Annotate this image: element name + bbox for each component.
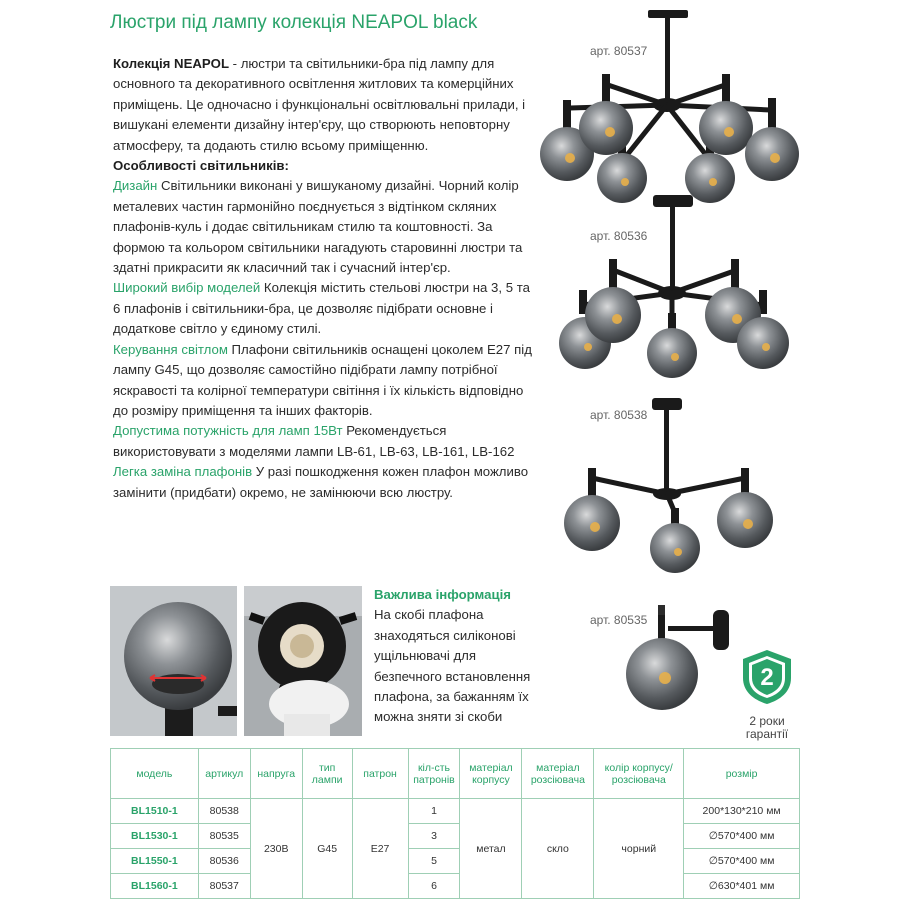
cell-size: ∅630*401 мм bbox=[684, 874, 800, 899]
feature-text-models: Колекція містить стельові люстри на 3, 5 та 6 плафонів і світильники-бра, це дозволяє підібрати основне і додаткове світло у єдиному стилі. bbox=[113, 280, 530, 337]
important-info-text: На скобі плафона знаходяться силіконові ущільнювачі для безпечного встановлення плафона, за бажанням їх можна зняти зі скоби bbox=[374, 607, 531, 725]
feature-text-replacement: У разі пошкодження кожен плафон можливо замінити (придбати) окремо, не замінюючи всю люстру. bbox=[113, 464, 529, 500]
feature-text-light-control: Плафони світильників оснащені цоколем Е27 під лампу G45, що дозволяє самостійно підібрати лампу потрібної яскравості та колірної температури світіння і їх кількість відповідно до розміру приміщення та інших факторів. bbox=[113, 341, 532, 418]
feature-label-design: Дизайн bbox=[113, 178, 158, 194]
cell-article: 80538 bbox=[198, 799, 250, 824]
feature-text-power: Рекомендується використовувати з моделями лампи LB-61, LB-63, LB-161, LB-162 bbox=[113, 423, 515, 459]
shield-icon bbox=[739, 648, 795, 706]
warranty-text: 2 роки гарантії bbox=[745, 714, 789, 741]
cell-socket-count: 3 bbox=[408, 824, 460, 849]
chandelier-80538-image bbox=[560, 398, 790, 583]
photo-glass-globe bbox=[110, 586, 237, 736]
features-heading: Особливості світильників: bbox=[113, 158, 289, 174]
warranty-badge bbox=[732, 648, 802, 741]
cell-size: 200*130*210 мм bbox=[684, 799, 800, 824]
cell-lamp-type: G45 bbox=[302, 799, 352, 899]
table-row bbox=[111, 849, 800, 874]
cell-article: 80536 bbox=[198, 849, 250, 874]
col-header-diffuser-material: матеріал розсіювача bbox=[522, 749, 594, 799]
col-header-color: колір корпусу/ розсіювача bbox=[594, 749, 684, 799]
col-header-lamp-type: тип лампи bbox=[302, 749, 352, 799]
table-header-row bbox=[111, 749, 800, 799]
cell-size: ∅570*400 мм bbox=[684, 849, 800, 874]
sconce-80535-image bbox=[618, 600, 748, 730]
feature-label-replacement: Легка заміна плафонів bbox=[113, 464, 253, 480]
spec-table bbox=[110, 748, 800, 899]
feature-label-power: Допустима потужність для ламп 15Вт bbox=[113, 423, 343, 439]
article-label-80538: арт. 80538 bbox=[590, 408, 648, 422]
feature-text-design: Світильники виконані у вишуканому дизайні. Чорний колір металевих частин гармонійно поєднується з відтінком скляних плафонів-куль і додає світильникам стилю та коштовності. За формою та кольором світильники нагадують старовинні люстри та здатні прикрасити як класичний так і сучасний інтер'єр. bbox=[113, 178, 523, 276]
cell-model: BL1510-1 bbox=[111, 799, 199, 824]
cell-voltage: 230В bbox=[250, 799, 302, 899]
cell-socket-count: 6 bbox=[408, 874, 460, 899]
col-header-voltage: напруга bbox=[250, 749, 302, 799]
col-header-size: розмір bbox=[684, 749, 800, 799]
table-row bbox=[111, 799, 800, 824]
cell-socket-count: 5 bbox=[408, 849, 460, 874]
article-label-80537: арт. 80537 bbox=[590, 44, 648, 58]
collection-description bbox=[113, 54, 533, 503]
col-header-socket-count: кіл-сть патронів bbox=[408, 749, 460, 799]
chandelier-80536-image bbox=[555, 195, 795, 385]
important-info bbox=[374, 585, 544, 728]
cell-color: чорний bbox=[594, 799, 684, 899]
col-header-socket: патрон bbox=[352, 749, 408, 799]
col-header-body-material: матеріал корпусу bbox=[460, 749, 522, 799]
article-label-80535: арт. 80535 bbox=[590, 613, 648, 627]
cell-article: 80535 bbox=[198, 824, 250, 849]
cell-model: BL1560-1 bbox=[111, 874, 199, 899]
warranty-number: 2 bbox=[760, 664, 774, 691]
cell-size: ∅570*400 мм bbox=[684, 824, 800, 849]
chandelier-80537-image bbox=[530, 10, 805, 205]
cell-model: BL1530-1 bbox=[111, 824, 199, 849]
cell-socket-count: 1 bbox=[408, 799, 460, 824]
cell-article: 80537 bbox=[198, 874, 250, 899]
article-label-80536: арт. 80536 bbox=[590, 229, 648, 243]
col-header-article: артикул bbox=[198, 749, 250, 799]
cell-socket: E27 bbox=[352, 799, 408, 899]
cell-body-material: метал bbox=[460, 799, 522, 899]
table-row bbox=[111, 874, 800, 899]
cell-model: BL1550-1 bbox=[111, 849, 199, 874]
col-header-model: модель bbox=[111, 749, 199, 799]
feature-label-light-control: Керування світлом bbox=[113, 341, 228, 357]
important-info-heading: Важлива інформація bbox=[374, 587, 511, 602]
collection-intro: - люстри та світильники-бра під лампу для основного та декоративного освітлення житлових та комерційних приміщень. Це одночасно і функціональні освітлювальні прилади, і вишукані елементи дизайну інтер'єру, що створюють неповторну атмосферу, та додають стилю всьому приміщенню. bbox=[113, 56, 526, 153]
collection-name: Колекція NEAPOL bbox=[113, 56, 229, 71]
feature-label-models: Широкий вибір моделей bbox=[113, 280, 261, 296]
page-title: Люстри під лампу колекція NEAPOL black bbox=[110, 12, 478, 33]
photo-socket-bracket bbox=[244, 586, 362, 736]
table-row bbox=[111, 824, 800, 849]
cell-diffuser-material: скло bbox=[522, 799, 594, 899]
